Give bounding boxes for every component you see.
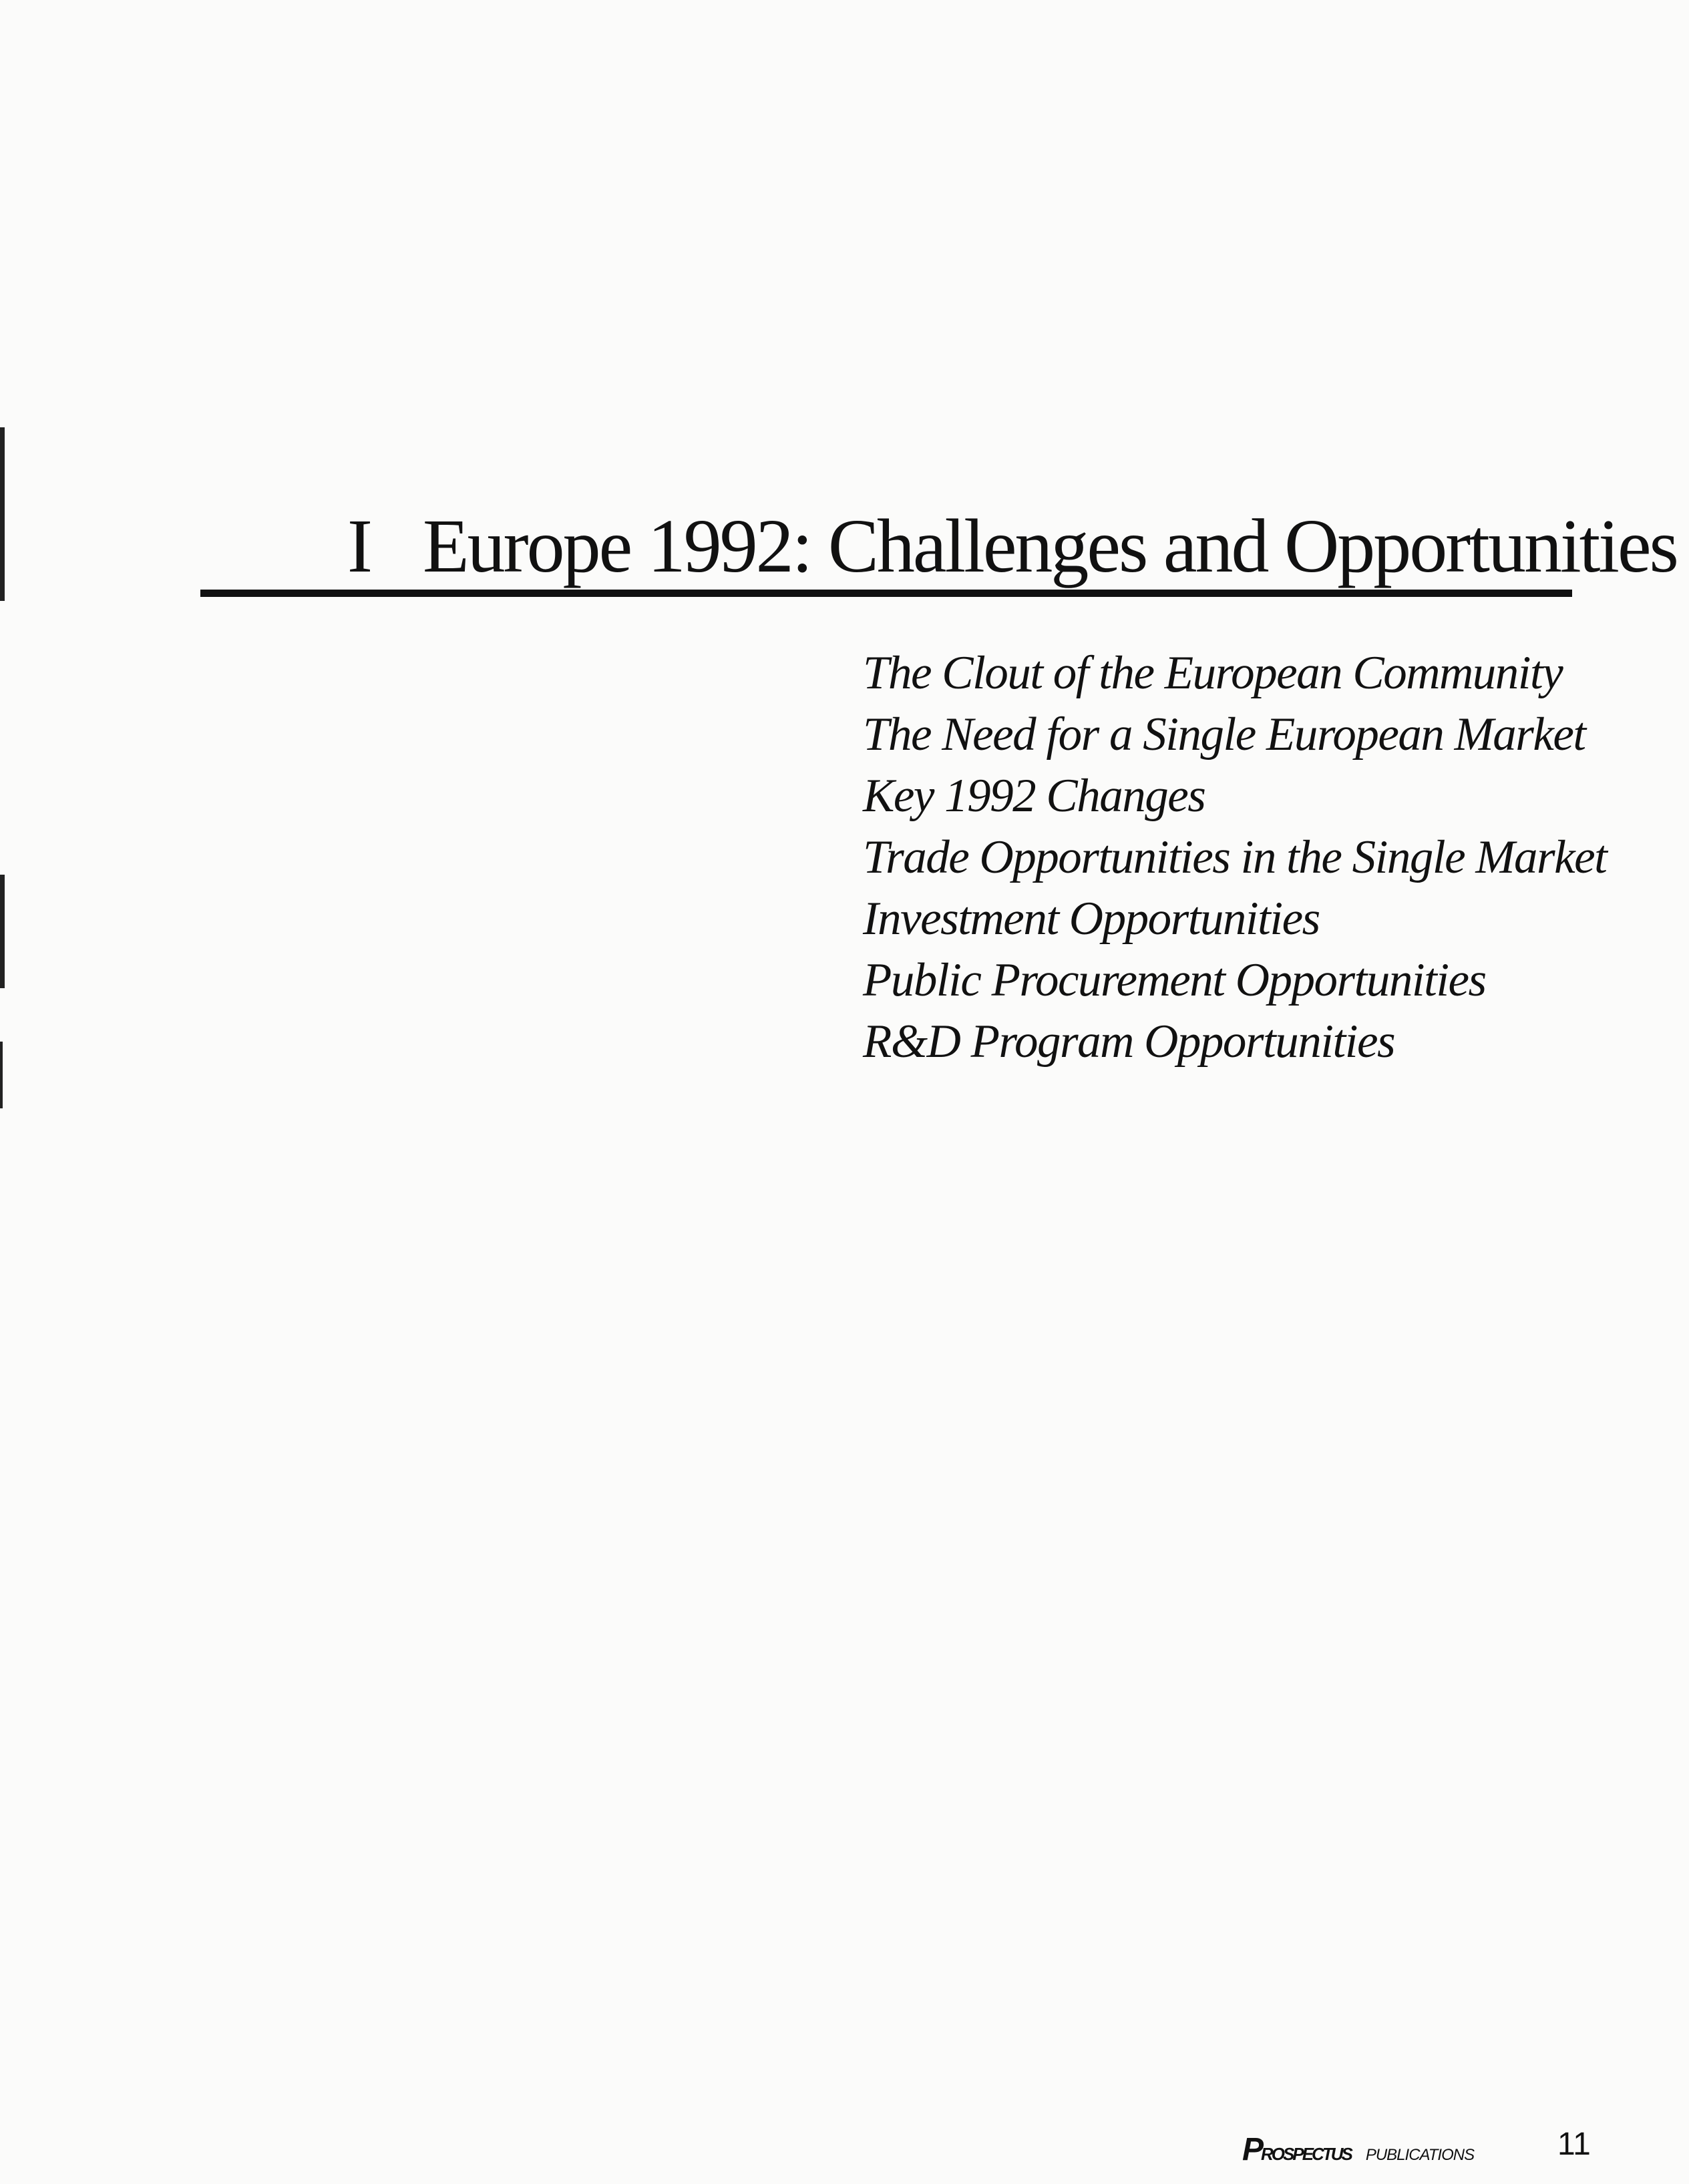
binding-mark xyxy=(0,427,5,601)
chapter-heading xyxy=(347,491,1677,588)
contents-item-trade-opportunities[interactable]: Trade Opportunities in the Single Market xyxy=(863,831,1607,883)
page-number: 11 xyxy=(1557,2127,1591,2162)
chapter-title: Europe 1992: Challenges and Opportunities xyxy=(422,503,1677,588)
binding-mark xyxy=(0,1042,3,1108)
contents-item-investment-opportunities[interactable]: Investment Opportunities xyxy=(863,893,1320,945)
contents-item-rd-opportunities[interactable]: R&D Program Opportunities xyxy=(863,1016,1395,1068)
contents-item-single-market-need[interactable]: The Need for a Single European Market xyxy=(863,708,1585,760)
contents-item-key-changes[interactable]: Key 1992 Changes xyxy=(863,770,1205,822)
heading-rule xyxy=(200,590,1572,597)
publisher-logo: PROSPECTUS PUBLICATIONS xyxy=(1242,2132,1475,2167)
chapter-contents-list xyxy=(863,642,1606,1072)
binding-mark xyxy=(0,875,5,988)
contents-item-procurement-opportunities[interactable]: Public Procurement Opportunities xyxy=(863,954,1486,1006)
page-footer xyxy=(1242,2122,1589,2169)
chapter-number: I xyxy=(347,503,371,588)
contents-item-clout[interactable]: The Clout of the European Community xyxy=(863,647,1563,699)
